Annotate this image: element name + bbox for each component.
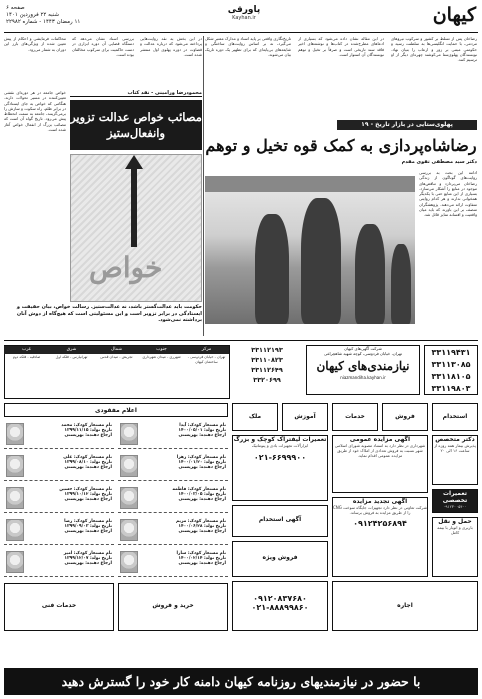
ad-heading: ملک xyxy=(248,413,262,420)
branch-address: تجریش - میدان قدس xyxy=(100,355,133,359)
author-byline: دکتر سید مصطفی تقوی مقدم xyxy=(401,159,477,165)
notice-line: نام مستعار کودک: رضا xyxy=(64,519,112,524)
agency-box xyxy=(306,345,420,395)
left-article-conclusion: حکومت باید عدالت‌گستر باشد، نه عدالت‌ستیز. رسالت خواص، بیان حقیقت و ایستادگی در برابر تزویر است و این مسئولیتی است که هیچ‌گاه از دوش آنان برداشته نمی‌شود. xyxy=(16,304,202,323)
ad-grid-right xyxy=(232,403,478,643)
left-article-column: بررسی اسناد نشان می‌دهد که دستگاه قضایی آن دوره ابزاری در دست حاکمیت برای سرکوب مخالفان بوده است. xyxy=(72,36,134,57)
ad-box[interactable] xyxy=(382,403,428,431)
ad-phone: ۰۹۱۲۳۰۰۵۴۰۰ xyxy=(443,504,467,509)
main-article-intro xyxy=(205,36,477,118)
intro-column: تاریخ‌نگاری واقعی بر پایه اسناد و مدارک معتبر شکل می‌گیرد، نه بر اساس روایت‌های ساختگی و شایعه‌های بی‌پایه‌ای که برای تطهیر یک دوره تاریک بیان می‌شوند. xyxy=(205,36,291,57)
ad-phone: ۰۲۱-۸۸۸۹۹۸۶۰ xyxy=(251,603,309,612)
photo-figure xyxy=(391,244,411,324)
section-url: Kayhan.ir xyxy=(232,15,256,21)
notice-text xyxy=(48,487,112,503)
kayhan-logo: کیهان xyxy=(432,4,476,26)
ad-heading: تعمیرات لیفتراک کوچک و بزرگ xyxy=(233,436,327,443)
notice-text xyxy=(48,519,112,535)
ad-heading: اعلام مفقودی xyxy=(95,407,137,414)
notice-text xyxy=(48,423,112,439)
ad-phone: ۰۲۱-۶۶۹۹۹۰۰ xyxy=(253,453,307,462)
ad-text: پذیرش بیمار همه روزه از ساعت ۱۶ الی ۲۰ xyxy=(434,443,476,453)
ad-phone: ۰۹۱۲۴۲۵۶۸۹۴ xyxy=(353,519,407,528)
left-article-subhead: محمودرضا ورامینی - نقد کتاب xyxy=(70,90,202,97)
notice-line: تاریخ تولد: ۱۳۹۹/۱۱/۱۵ xyxy=(64,428,112,434)
ad-heading: آگهی استخدام xyxy=(258,516,302,523)
notice-line: نام مستعار کودک: علی xyxy=(63,455,112,460)
ad-grid-left xyxy=(4,403,228,643)
machinery-ad[interactable] xyxy=(232,435,328,501)
notice-line: ارجاع دهنده: بهزیستی xyxy=(64,561,112,567)
auction-notice[interactable] xyxy=(332,435,428,493)
notice-line: ارجاع دهنده: بهزیستی xyxy=(178,529,226,535)
branch-address: صادقیه - فلکه دوم xyxy=(12,355,41,359)
section-header xyxy=(194,5,294,21)
branch-offices xyxy=(4,345,230,399)
branch-address: تهران - خیابان فردوسی - ساختمان کیهان xyxy=(187,355,226,364)
lost-child-notice[interactable] xyxy=(4,549,114,577)
illustration-word: خواص xyxy=(89,251,163,284)
main-article xyxy=(205,36,477,336)
notice-line: تاریخ تولد: ۱۳۹۹/۱۰/۱۲ xyxy=(64,492,112,498)
lost-child-notice[interactable] xyxy=(118,517,228,545)
photo-sky xyxy=(205,176,415,192)
ad-heading: فروش xyxy=(395,413,415,420)
notice-line: نام مستعار کودک: فاطمه xyxy=(172,487,226,492)
notice-line: ارجاع دهنده: بهزیستی xyxy=(178,433,226,439)
ad-text: باربری و اتوبار با بیمه کامل xyxy=(437,525,473,535)
pen-illustration xyxy=(70,154,202,302)
phone-number: ۳۳۱۱۳۰۸۵ xyxy=(431,360,471,369)
phone-number: ۳۳۱۱۹۴۳۱ xyxy=(431,348,471,357)
child-photo xyxy=(6,519,24,541)
ad-heading: اجاره xyxy=(397,602,413,609)
ad-text: شهرداری در نظر دارد به استناد مصوبه شورای اسلامی شهر نسبت به فروش تعدادی از املاک خود از طریق مزایده عمومی اقدام نماید. xyxy=(334,443,426,458)
series-tagline: پهلوی‌ستایی در بازار تاریخ - ۱۹ xyxy=(337,120,477,130)
child-photo xyxy=(6,423,24,445)
agency-address: تهران، خیابان فردوسی، کوچه شهید شاهچراغی xyxy=(324,351,402,356)
agency-title: نیازمندی‌های کیهان xyxy=(316,359,410,373)
notice-line: تاریخ تولد: ۱۴۰۰/۰۲/۱۴ xyxy=(178,556,226,562)
ad-heading: آگهی مزایده عمومی xyxy=(349,436,411,443)
ad-heading: خدمات xyxy=(345,413,365,420)
ad-box[interactable] xyxy=(232,403,278,431)
phone-number: ۳۳۱۱۲۶۴۹ xyxy=(251,366,283,374)
ad-box[interactable] xyxy=(432,403,478,431)
left-article-column: محاکمات فرمایشی و احکام از پیش تعیین شده از ویژگی‌های بارز این دوران به شمار می‌رود. xyxy=(4,36,66,52)
intro-column: رضاخان پس از تسلط بر کشور و سرکوب نیروهای مردمی، با حمایت انگلیسی‌ها به سلطنت رسید و حکومتی مبتنی بر زور و ارعاب را بنیان نهاد. نویسندگان پهلوی‌ستا می‌کوشند چهره‌ای دیگر از او ترسیم کنند. xyxy=(391,36,477,63)
ad-text: شرکت تعاونی در نظر دارد تجهیزات جایگاه سوخت CNG را از طریق مزایده به فروش برساند. xyxy=(333,505,427,515)
small-ad[interactable] xyxy=(332,581,478,631)
small-ad[interactable] xyxy=(4,583,114,631)
masthead xyxy=(4,3,478,33)
notice-line: نام مستعار کودک: سارا xyxy=(176,551,226,556)
lost-child-notice[interactable] xyxy=(118,485,228,513)
phone-number: ۳۳۲۰۶۹۹ xyxy=(253,376,281,384)
child-photo xyxy=(120,423,138,445)
ad-text: ابزارآلات تجهیزات بادی و پنوماتیک xyxy=(251,443,309,448)
small-ad[interactable] xyxy=(232,505,328,537)
branch-name: شمال xyxy=(94,346,139,354)
pen-icon xyxy=(131,167,137,247)
lost-child-notice[interactable] xyxy=(118,549,228,577)
left-article-side-column: خواص جامعه در هر دوره‌ای نقشی تعیین‌کننده در مسیر تحولات دارند. هنگامی که خواص به جای ایستادگی در برابر ظلم، راه سکوت و سازش را برمی‌گزینند، جامعه به سمت انحطاط پیش می‌رود. تاریخ گواه آن است که مصائب بزرگ از انفعال خواص آغاز شده است. xyxy=(4,90,66,133)
hotline-ad[interactable] xyxy=(232,581,328,631)
agency-name: شرکت آگهی‌های کیهان xyxy=(344,346,382,351)
notice-text xyxy=(162,519,226,535)
notice-line: نام مستعار کودک: امیر xyxy=(63,551,112,556)
ad-heading: آگهی تجدید مزایده xyxy=(352,498,408,505)
notice-line: تاریخ تولد: ۱۴۰۰/۰۳/۰۵ xyxy=(178,492,226,498)
child-photo xyxy=(6,551,24,573)
notice-line: ارجاع دهنده: بهزیستی xyxy=(178,465,226,471)
notice-text xyxy=(162,423,226,439)
issue-line: ۱۱ رمضان ۱۴۴۳ - شماره ۲۲۹۸۲ xyxy=(6,19,81,25)
phone-number: ۳۳۱۱۸۱۰۵ xyxy=(431,372,471,381)
phone-number: ۳۳۱۱۲۱۹۳ xyxy=(251,346,283,354)
ad-heading: حمل و نقل xyxy=(438,518,472,525)
section-title: پاورقی xyxy=(227,5,261,15)
phone-number: ۳۳۱۱۰۸۲۳ xyxy=(251,356,283,364)
repair-ad[interactable] xyxy=(432,489,478,513)
notice-line: نام مستعار کودک: محمد xyxy=(61,423,112,428)
classified-ads xyxy=(4,340,478,670)
branch-address: شهرری - میدان شهرداری xyxy=(142,355,181,359)
phone-number: ۳۳۱۱۹۸۰۳ xyxy=(431,384,471,393)
notice-line: ارجاع دهنده: بهزیستی xyxy=(178,561,226,567)
historical-photo xyxy=(205,176,415,324)
ad-heading: دکتر متخصص xyxy=(435,436,475,443)
page-number: صفحه ۶ xyxy=(6,5,25,11)
notice-line: تاریخ تولد: ۱۴۰۰/۰۱/۲۰ xyxy=(178,460,226,466)
notice-text xyxy=(48,551,112,567)
date-line: شنبه ۲۲ فروردین ۱۴۰۱ xyxy=(6,12,60,18)
branch-name: جنوب xyxy=(139,346,184,354)
notice-line: نام مستعار کودک: حسین xyxy=(59,487,112,492)
notice-line: ارجاع دهنده: بهزیستی xyxy=(64,497,112,503)
ad-heading: خدمات فنی xyxy=(41,602,77,609)
notice-line: تاریخ تولد: ۱۳۹۹/۱۲/۰۷ xyxy=(64,556,112,562)
notice-text xyxy=(162,455,226,471)
photo-figure xyxy=(301,198,341,324)
lost-heading-box xyxy=(4,403,228,417)
ad-heading: استخدام xyxy=(442,413,468,420)
small-ad[interactable] xyxy=(232,541,328,577)
doctor-ad[interactable] xyxy=(432,435,478,485)
notice-line: نام مستعار کودک: زهرا xyxy=(176,455,226,460)
branch-name: شرق xyxy=(49,346,94,354)
notice-line: ارجاع دهنده: بهزیستی xyxy=(64,529,112,535)
ad-heading: آموزش xyxy=(294,413,316,420)
notice-line: تاریخ تولد: ۱۳۹۹/۰۹/۰۳ xyxy=(64,524,112,530)
body-column: ادامه این بحث به بررسی روایت‌های گوناگون از زندگی رضاخان می‌پردازد و تناقض‌های موجود در منابع را آشکار می‌سازد. بسیاری از این منابع حتی با یکدیگر همخوانی ندارند و هر کدام روایتی متفاوت ارائه می‌دهند. پژوهشگران منصف بر این باورند که باید میان واقعیت و افسانه تمایز قائل شد. xyxy=(419,170,477,218)
column-divider xyxy=(203,36,204,336)
lost-child-notice[interactable] xyxy=(4,517,114,545)
notice-line: نام مستعار کودک: آیدا xyxy=(179,423,226,428)
branch-name: مرکز xyxy=(184,346,229,354)
intro-column: در این مقاله نشان داده می‌شود که بسیاری از ادعاهای مطرح‌شده در کتاب‌ها و نوشته‌های اخیر فاقد سند تاریخی است و صرفاً بر تخیل و توهم نویسندگان آن استوار است. xyxy=(298,36,384,57)
ad-heading: خرید و فروش xyxy=(152,602,194,609)
child-photo xyxy=(120,487,138,509)
child-photo xyxy=(120,455,138,477)
phone-list xyxy=(424,345,478,395)
branch-name: غرب xyxy=(4,346,49,354)
tender-notice[interactable] xyxy=(332,497,428,577)
photo-figure xyxy=(355,224,385,324)
lost-child-notice[interactable] xyxy=(4,421,114,449)
ad-phone: ۰۹۱۲۰۸۳۷۶۸۰ xyxy=(253,594,307,603)
child-photo xyxy=(6,487,24,509)
small-ad[interactable] xyxy=(118,583,228,631)
agency-url: niazmandiha.kayhan.ir xyxy=(340,375,386,380)
ad-heading: فروش ویژه xyxy=(262,554,298,561)
child-photo xyxy=(6,455,24,477)
notice-text xyxy=(48,455,112,471)
ad-heading: تعمیرات تخصصی xyxy=(442,490,468,504)
lost-child-notice[interactable] xyxy=(4,485,114,513)
left-article xyxy=(4,36,202,336)
child-photo xyxy=(120,551,138,573)
ad-box[interactable] xyxy=(282,403,328,431)
lost-child-notice[interactable] xyxy=(4,453,114,481)
left-article-title: مصائب خواص عدالت تزویر وانفعال‌ستیز xyxy=(70,100,202,150)
photo-figure xyxy=(255,214,289,324)
notice-line: ارجاع دهنده: بهزیستی xyxy=(64,433,112,439)
notice-text xyxy=(162,487,226,503)
notice-text xyxy=(162,551,226,567)
ad-box[interactable] xyxy=(332,403,378,431)
lost-child-notice[interactable] xyxy=(118,421,228,449)
lost-child-notice[interactable] xyxy=(118,453,228,481)
notice-line: نام مستعار کودک: مریم xyxy=(176,519,226,524)
main-headline: رضاشاه‌پردازی به کمک قوه تخیل و توهم xyxy=(205,136,477,155)
left-article-column: در این بخش به نقد روایت‌هایی پرداخته می‌شود که درباره عدالت و قضاوت در دوره پهلوی اول منتشر شده است. xyxy=(140,36,202,57)
branch-address: تهرانپارس - فلکه اول xyxy=(55,355,88,359)
page-info xyxy=(6,5,80,26)
child-photo xyxy=(120,519,138,541)
promo-banner: با حضور در نیازمندیهای روزنامه کیهان دامنه کار خود را گسترش دهید xyxy=(4,668,478,695)
notice-line: ارجاع دهنده: بهزیستی xyxy=(178,497,226,503)
notice-line: تاریخ تولد: ۱۳۹۹/۰۸/۱۰ xyxy=(64,460,112,466)
notice-line: تاریخ تولد: ۱۴۰۰/۰۵/۰۱ xyxy=(178,428,226,434)
phone-list-secondary xyxy=(232,345,302,395)
transport-ad[interactable] xyxy=(432,517,478,577)
notice-line: ارجاع دهنده: بهزیستی xyxy=(64,465,112,471)
notice-line: تاریخ تولد: ۱۴۰۰/۰۶/۲۸ xyxy=(178,524,226,530)
